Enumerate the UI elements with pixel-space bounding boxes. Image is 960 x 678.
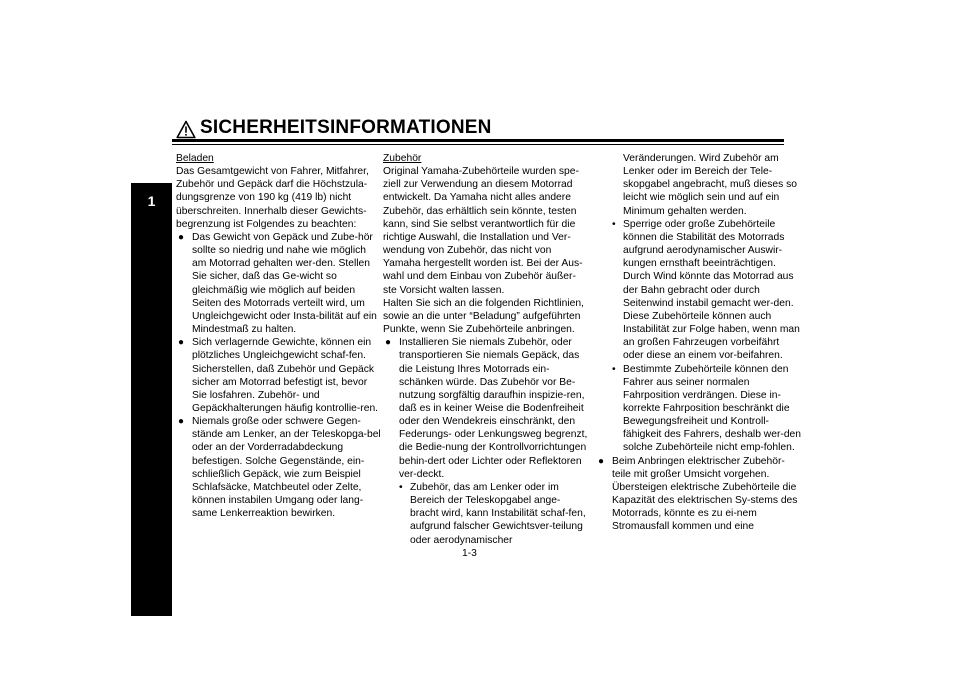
page-number: 1-3 — [462, 548, 477, 559]
loading-bullet-1: Das Gewicht von Gepäck und Zube-hör sollte so niedrig und nahe wie möglich am Motorrad gehalten wer-den. Stellen Sie sicher, daß das Ge-wicht so gleichmäßig wie möglich auf beiden Seiten des Motorrads verteilt wird, um Ungleichgewicht oder Insta-bilität auf ein Mindestmaß zu halten. — [192, 231, 377, 336]
chapter-tab — [131, 183, 172, 616]
list-item — [383, 336, 588, 481]
accessories-bullet-2: Beim Anbringen elektrischer Zubehör-teile mit großer Umsicht vorgehen. Übersteigen elektrische Zubehörteile die Kapazität des elektrischen Sy-stems des Motorrads, könnte es zu ei-nem Stromausfall kommen und eine — [612, 455, 798, 533]
column-accessories — [383, 152, 588, 547]
sub-bullet-marker: • — [612, 363, 616, 375]
accessories-sub-bullet-1: Zubehör, das am Lenker oder im Bereich der Teleskopgabel ange-bracht wird, kann Instabilität schaf-fen, aufgrund falscher Gewichtsver-teilung oder aerodynamischer — [410, 481, 586, 546]
bullet-marker: ● — [178, 337, 185, 349]
accessories-sub-bullet-3: Bestimmte Zubehörteile können den Fahrer aus seiner normalen Fahrposition verdrängen. Diese in-korrekte Fahrposition beschränkt die Bewegungsfreiheit und Kontroll-fähigkeit des Fahrers, deshalb wer-den solche Zubehörteile nicht emp-fohlen. — [623, 363, 802, 454]
bullet-marker: ● — [178, 416, 185, 428]
chapter-number: 1 — [147, 193, 156, 209]
sub-bullet-marker: • — [399, 481, 403, 493]
accessories-para-2: Halten Sie sich an die folgenden Richtlinien, sowie an die unter “Beladung” aufgeführten Punkte, wenn Sie Zubehörteile anbringen. — [383, 297, 584, 336]
sub-bullet-marker: • — [612, 218, 616, 230]
accessories-para-1: Original Yamaha-Zubehörteile wurden spe-ziell zur Verwendung an diesem Motorrad entwickelt. Da Yamaha nicht alles andere Zubehör, das erhältlich sein könnte, testen kann, sind Sie selbst verantwortlich für die richtige Auswahl, die Installation und Ver-wendung von Zubehör, das nicht von Yamaha hergestellt worden ist. Bei der Aus-wahl und dem Einbau von Zubehör äußer-ste Vorsicht walten lassen. — [383, 166, 583, 296]
loading-bullet-2: Sich verlagernde Gewichte, können ein plötzliches Ungleichgewicht schaf-fen. Sicherstellen, daß Zubehör und Gepäck sicher am Motorrad befestigt ist, bevor Sie losfahren. Zubehör- und Gepäckhalterungen häufig kontrollie-ren. — [192, 337, 379, 414]
bullet-marker: ● — [598, 455, 605, 467]
list-item — [176, 231, 381, 336]
accessories-sub-bullet-2: Sperrige oder große Zubehörteile können die Stabilität des Motorrads aufgrund aerodynamischer Auswir-kungen ernsthaft beeinträchtigen. Durch Wind könnte das Motorrad aus der Bahn gebracht oder durch Seitenwind instabil gemacht wer-den. Diese Zubehörteile können auch Instabilität zur Folge haben, wenn man an großen Fahrzeugen vorbeifährt oder diese an einem vor-beifahren. — [623, 218, 800, 362]
list-item — [596, 455, 801, 534]
accessories-heading: Zubehör — [383, 153, 422, 164]
warning-triangle-icon — [176, 120, 196, 139]
loading-intro: Das Gesamtgewicht von Fahrer, Mitfahrer, Zubehör und Gepäck darf die Höchstzula-dungsgrenze von 190 kg (419 lb) nicht überschreiten. Innerhalb dieser Gewichts-begrenzung ist Folgendes zu beachten: — [176, 166, 369, 230]
loading-heading: Beladen — [176, 153, 214, 164]
list-item — [398, 481, 588, 547]
column-loading — [176, 152, 381, 520]
header-rule-thick — [172, 139, 784, 142]
list-item — [611, 218, 801, 363]
page-title: SICHERHEITSINFORMATIONEN — [200, 117, 492, 138]
loading-bullet-3: Niemals große oder schwere Gegen-stände am Lenker, an der Teleskopga-bel oder an der Vorderradabdeckung befestigen. Solche Gegenstände, ein-schließlich Gepäck, wie zum Beispiel Schlafsäcke, Matchbeutel oder Zelte, können instabilen Umgang oder lang-same Lenkerreaktion bewirken. — [192, 416, 381, 520]
column-accessories-continued — [596, 152, 801, 534]
accessories-bullet-1: Installieren Sie niemals Zubehör, oder transportieren Sie niemals Gepäck, das die Leistung Ihres Motorrads ein-schänken würde. Das Zubehör vor Be-nutzung sorgfältig daraufhin inspizie-ren, daß es in keiner Weise die Bodenfreiheit oder den Wendekreis einschränkt, den Federungs- oder Lenkungsweg begrenzt, die Bedie-nung der Kontrollvorrichtungen behin-dert oder Lichter oder Reflektoren ver-deckt. — [399, 337, 588, 480]
list-item — [611, 363, 801, 455]
list-item — [176, 415, 381, 520]
bullet-marker: ● — [178, 231, 185, 243]
accessories-sub-bullet-1-cont: Veränderungen. Wird Zubehör am Lenker oder im Bereich der Tele-skopgabel angebracht, muß dieses so leicht wie möglich sein und auf ein Minimum gehalten werden. — [623, 153, 798, 217]
list-item — [176, 336, 381, 415]
bullet-marker: ● — [385, 337, 392, 349]
header-rule-thin — [172, 144, 784, 145]
